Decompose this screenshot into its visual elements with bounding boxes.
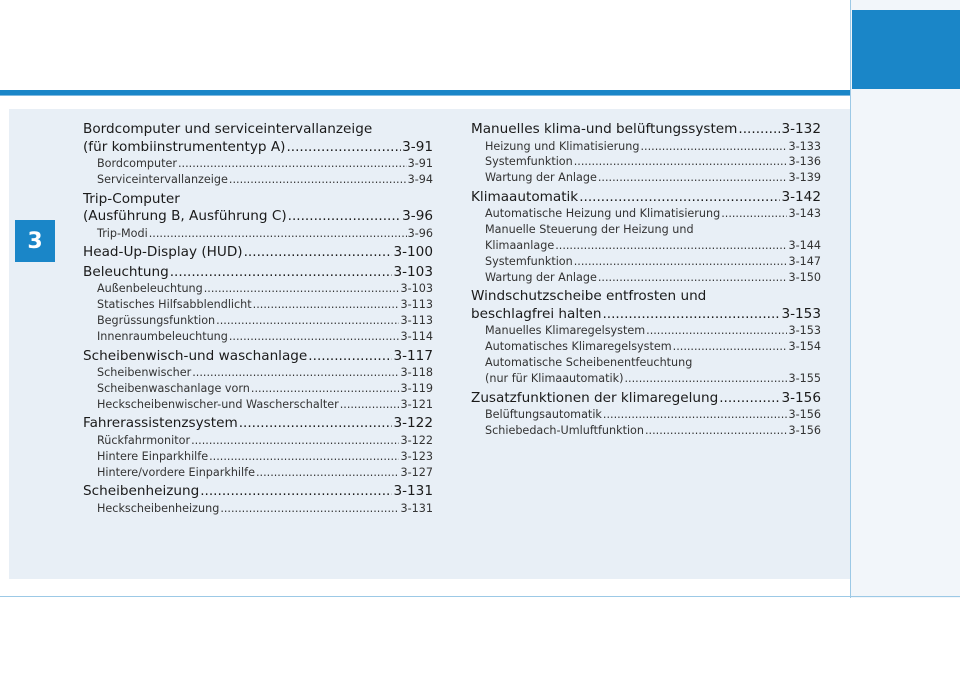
toc-subsection-entry[interactable]	[471, 339, 821, 355]
toc-page-number: 3-155	[788, 371, 821, 385]
toc-dot-leader	[229, 329, 400, 345]
toc-dot-leader	[624, 371, 787, 387]
toc-dot-leader	[555, 238, 787, 254]
toc-entry-title: Automatisches Klimaregelsystem	[485, 340, 672, 354]
toc-entry-row	[83, 244, 433, 262]
toc-entry-row	[97, 329, 433, 345]
toc-page-number: 3-118	[400, 366, 433, 380]
toc-page-number: 3-154	[788, 340, 821, 354]
toc-dot-leader	[244, 244, 393, 262]
toc-entry-title: Belüftungsautomatik	[485, 408, 602, 422]
toc-dot-leader	[579, 189, 780, 207]
toc-page-number: 3-136	[788, 155, 821, 169]
toc-entry-row	[83, 208, 433, 226]
toc-page-number: 3-127	[400, 465, 433, 479]
toc-entry-title: Heizung und Klimatisierung	[485, 139, 640, 153]
toc-subsection-entry[interactable]	[83, 365, 433, 381]
toc-page-number: 3-96	[402, 208, 433, 225]
toc-page-number: 3-103	[393, 263, 433, 280]
toc-dot-leader	[229, 172, 407, 188]
toc-entry-title: (nur für Klimaautomatik)	[485, 371, 624, 385]
toc-page-number: 3-131	[400, 501, 433, 515]
toc-entry-title: Klimaanlage	[485, 238, 555, 252]
toc-entry-row	[471, 189, 821, 207]
toc-entry-row	[83, 415, 433, 433]
toc-subsection-entry[interactable]	[83, 501, 433, 517]
toc-section-entry[interactable]	[83, 415, 433, 433]
toc-dot-leader	[204, 281, 400, 297]
toc-section-entry[interactable]	[471, 121, 821, 139]
toc-subsection-entry[interactable]	[471, 206, 821, 222]
toc-entry-title: Wartung der Anlage	[485, 270, 597, 284]
toc-section-entry[interactable]	[83, 483, 433, 501]
toc-subsection-entry[interactable]	[83, 313, 433, 329]
toc-dot-leader	[288, 208, 402, 226]
footer-rule	[0, 596, 960, 597]
toc-dot-leader	[673, 339, 788, 355]
toc-entry-row	[471, 121, 821, 139]
toc-entry-row	[485, 139, 821, 155]
toc-entry-title: Heckscheibenheizung	[97, 501, 220, 515]
toc-page-number: 3-153	[781, 305, 821, 322]
toc-page-number: 3-123	[400, 449, 433, 463]
toc-section-entry[interactable]	[83, 191, 433, 226]
toc-entry-row	[471, 306, 821, 324]
toc-subsection-entry[interactable]	[471, 355, 821, 387]
toc-entry-title: Scheibenwaschanlage vorn	[97, 381, 250, 395]
toc-entry-title-line: Trip-Computer	[83, 190, 180, 207]
toc-page-number: 3-132	[781, 121, 821, 137]
toc-subsection-entry[interactable]	[471, 222, 821, 254]
toc-page-number: 3-121	[400, 397, 433, 411]
toc-dot-leader	[340, 397, 400, 413]
toc-subsection-entry[interactable]	[471, 170, 821, 186]
toc-dot-leader	[598, 170, 788, 186]
toc-page-number: 3-142	[781, 188, 821, 205]
toc-entry-title: Hintere Einparkhilfe	[97, 449, 209, 463]
toc-entry-title: (für kombiinstrumententyp A)	[83, 138, 286, 155]
toc-subsection-entry[interactable]	[83, 465, 433, 481]
toc-entry-row	[97, 433, 433, 449]
toc-entry-title: Rückfahrmonitor	[97, 433, 191, 447]
toc-subsection-entry[interactable]	[83, 449, 433, 465]
toc-subsection-entry[interactable]	[83, 329, 433, 345]
toc-entry-row	[97, 365, 433, 381]
toc-dot-leader	[170, 264, 393, 282]
toc-subsection-entry[interactable]	[83, 297, 433, 313]
toc-entry-title: Innenraumbeleuchtung	[97, 329, 228, 343]
toc-section-entry[interactable]	[471, 390, 821, 408]
toc-entry-row	[97, 465, 433, 481]
toc-entry-row	[97, 172, 433, 188]
toc-subsection-entry[interactable]	[83, 397, 433, 413]
chapter-number-badge: 3	[15, 220, 55, 262]
toc-page-number: 3-114	[400, 329, 433, 343]
toc-page-number: 3-143	[788, 207, 821, 221]
toc-entry-title: (Ausführung B, Ausführung C)	[83, 208, 287, 225]
toc-dot-leader	[200, 483, 392, 501]
toc-entry-row	[485, 254, 821, 270]
toc-section-entry[interactable]	[83, 121, 433, 156]
toc-entry-title: Scheibenheizung	[83, 483, 200, 500]
toc-entry-row	[97, 156, 433, 172]
toc-page-number: 3-117	[393, 347, 433, 364]
toc-entry-title: beschlagfrei halten	[471, 305, 602, 322]
toc-entry-row	[83, 264, 433, 282]
toc-entry-title: Heckscheibenwischer-und Wascherschalter	[97, 397, 339, 411]
toc-entry-title: Wartung der Anlage	[485, 171, 597, 185]
toc-dot-leader	[239, 415, 393, 433]
toc-entry-title: Bordcomputer	[97, 157, 177, 170]
toc-dot-leader	[721, 206, 787, 222]
header-rule-thin	[0, 95, 850, 96]
toc-dot-leader	[574, 154, 788, 170]
toc-entry-row	[83, 139, 433, 157]
toc-entry-row	[485, 339, 821, 355]
toc-subsection-entry[interactable]	[83, 226, 433, 242]
toc-column-right	[471, 121, 821, 439]
toc-entry-row	[83, 483, 433, 501]
toc-dot-leader	[640, 139, 787, 155]
toc-section-entry[interactable]	[83, 264, 433, 282]
toc-dot-leader	[216, 313, 399, 329]
chapter-tab-block	[852, 10, 960, 89]
toc-entry-title: Zusatzfunktionen der klimaregelung	[471, 389, 719, 406]
toc-section-entry[interactable]	[83, 244, 433, 262]
toc-entry-title: Statisches Hilfsabblendlicht	[97, 298, 252, 312]
toc-dot-leader	[220, 501, 399, 517]
toc-entry-row	[97, 397, 433, 413]
toc-entry-title: Serviceintervallanzeige	[97, 172, 228, 186]
toc-page-number: 3-119	[400, 381, 433, 395]
toc-entry-title: Fahrerassistenzsystem	[83, 415, 238, 432]
toc-page-number: 3-150	[788, 270, 821, 284]
toc-entry-row	[97, 297, 433, 313]
toc-entry-row	[97, 501, 433, 517]
toc-page-number: 3-156	[788, 423, 821, 437]
toc-subsection-entry[interactable]	[471, 139, 821, 155]
toc-page-number: 3-144	[788, 238, 821, 252]
toc-entry-title: Systemfunktion	[485, 155, 573, 169]
toc-entry-row	[471, 390, 821, 408]
toc-entry-row	[97, 313, 433, 329]
toc-page-number: 3-103	[400, 282, 433, 296]
toc-dot-leader	[253, 297, 400, 313]
toc-dot-leader	[598, 270, 788, 286]
toc-entry-row	[485, 270, 821, 286]
toc-page-number: 3-156	[781, 389, 821, 406]
toc-entry-row	[97, 449, 433, 465]
toc-subsection-entry[interactable]	[471, 323, 821, 339]
toc-page-number: 3-122	[400, 433, 433, 447]
toc-subsection-entry[interactable]	[83, 281, 433, 297]
toc-subsection-entry[interactable]	[471, 254, 821, 270]
toc-column-left	[83, 121, 433, 517]
toc-entry-title: Manuelles Klimaregelsystem	[485, 324, 646, 338]
toc-dot-leader	[192, 365, 399, 381]
toc-entry-title-line: Windschutzscheibe entfrosten und	[471, 288, 707, 305]
toc-dot-leader	[646, 323, 787, 339]
toc-subsection-entry[interactable]	[471, 154, 821, 170]
toc-entry-title: Schiebedach-Umluftfunktion	[485, 423, 644, 437]
toc-subsection-entry[interactable]	[83, 381, 433, 397]
toc-entry-row	[83, 348, 433, 366]
toc-dot-leader	[308, 348, 392, 366]
toc-dot-leader	[719, 390, 780, 408]
toc-dot-leader	[149, 226, 407, 242]
toc-page-number: 3-113	[400, 298, 433, 312]
toc-page-number: 3-153	[788, 324, 821, 338]
toc-entry-title: Begrüssungsfunktion	[97, 313, 216, 327]
toc-entry-row	[485, 423, 821, 439]
toc-dot-leader	[286, 139, 401, 157]
toc-section-entry[interactable]	[471, 288, 821, 323]
toc-entry-title: Scheibenwischer	[97, 366, 192, 380]
toc-entry-title: Klimaautomatik	[471, 188, 579, 205]
toc-entry-row	[485, 371, 821, 387]
toc-subsection-entry[interactable]	[471, 423, 821, 439]
toc-page-number: 3-147	[788, 254, 821, 268]
toc-entry-title-line: Manuelle Steuerung der Heizung und	[485, 223, 694, 237]
toc-entry-row	[485, 238, 821, 254]
toc-entry-title-line: Automatische Scheibenentfeuchtung	[485, 355, 693, 369]
toc-dot-leader	[574, 254, 788, 270]
toc-subsection-entry[interactable]	[471, 407, 821, 423]
toc-page-number: 3-122	[393, 415, 433, 432]
toc-page-number: 3-139	[788, 171, 821, 185]
toc-dot-leader	[602, 306, 780, 324]
toc-entry-title: Head-Up-Display (HUD)	[83, 244, 243, 261]
toc-page-number: 3-96	[407, 226, 433, 240]
toc-entry-row	[485, 407, 821, 423]
toc-entry-title: Scheibenwisch-und waschanlage	[83, 347, 308, 364]
side-margin-column	[850, 0, 960, 598]
toc-page-number: 3-91	[407, 157, 433, 170]
toc-entry-title: Beleuchtung	[83, 263, 169, 280]
toc-entry-title: Automatische Heizung und Klimatisierung	[485, 207, 721, 221]
toc-dot-leader	[178, 156, 407, 172]
toc-section-entry[interactable]	[83, 348, 433, 366]
toc-dot-leader	[251, 381, 400, 397]
toc-entry-row	[485, 206, 821, 222]
toc-dot-leader	[738, 121, 780, 139]
toc-section-entry[interactable]	[471, 189, 821, 207]
toc-entry-title: Manuelles klima-und belüftungssystem	[471, 121, 738, 137]
toc-dot-leader	[209, 449, 399, 465]
toc-page-number: 3-156	[788, 408, 821, 422]
toc-subsection-entry[interactable]	[471, 270, 821, 286]
toc-dot-leader	[603, 407, 788, 423]
toc-entry-row	[485, 323, 821, 339]
toc-entry-row	[97, 381, 433, 397]
toc-entry-title: Systemfunktion	[485, 254, 573, 268]
toc-dot-leader	[191, 433, 399, 449]
toc-entry-title-line: Bordcomputer und serviceintervallanzeige	[83, 121, 373, 137]
toc-entry-row	[485, 154, 821, 170]
toc-page-number: 3-91	[402, 138, 433, 155]
toc-entry-title: Außenbeleuchtung	[97, 282, 203, 296]
toc-page-number: 3-133	[788, 139, 821, 153]
toc-subsection-entry[interactable]	[83, 172, 433, 188]
toc-entry-title: Hintere/vordere Einparkhilfe	[97, 465, 255, 479]
toc-entry-row	[97, 226, 433, 242]
toc-page-number: 3-94	[407, 172, 433, 186]
toc-subsection-entry[interactable]	[83, 156, 433, 172]
toc-page-number: 3-100	[393, 244, 433, 261]
toc-page-number: 3-131	[393, 483, 433, 500]
toc-dot-leader	[256, 465, 400, 481]
toc-dot-leader	[645, 423, 787, 439]
toc-entry-title: Trip-Modi	[97, 226, 148, 240]
toc-entry-row	[485, 170, 821, 186]
toc-page-number: 3-113	[400, 313, 433, 327]
toc-subsection-entry[interactable]	[83, 433, 433, 449]
toc-entry-row	[97, 281, 433, 297]
